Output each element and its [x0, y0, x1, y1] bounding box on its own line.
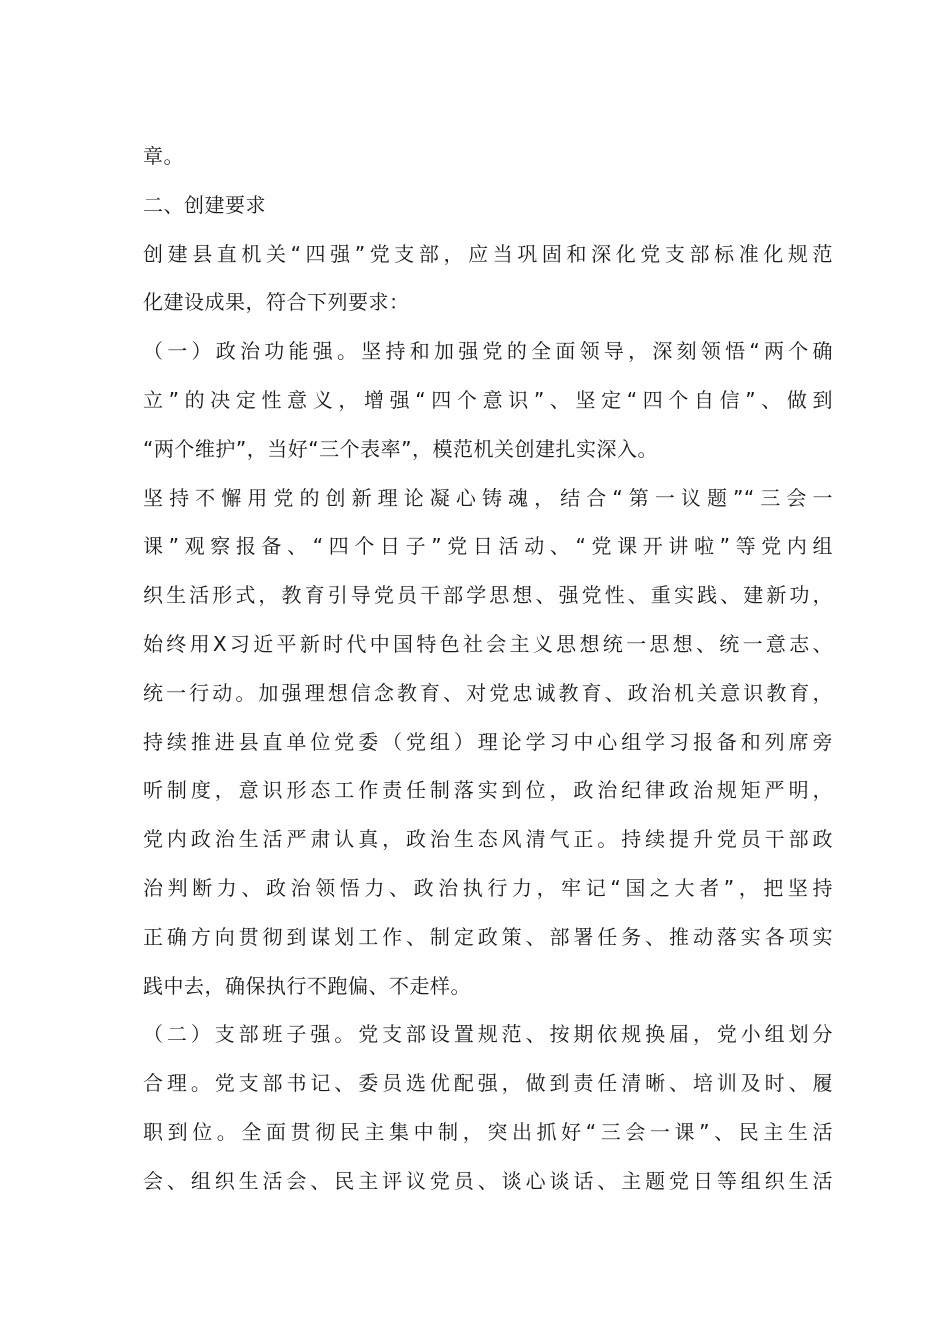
text-line: 合理。党支部书记、委员选优配强，做到责任清晰、培训及时、履	[143, 1071, 833, 1096]
text-line: 持续推进县直单位党委（党组）理论学习中心组学习报备和列席旁	[143, 729, 833, 754]
text-line: 统一行动。加强理想信念教育、对党忠诚教育、政治机关意识教育，	[143, 680, 833, 705]
text-line: 践中去，确保执行不跑偏、不走样。	[143, 973, 471, 998]
text-line: （二）支部班子强。党支部设置规范、按期依规换届，党小组划分	[143, 1022, 833, 1047]
text-line: 立”的决定性意义，增强“四个意识”、坚定“四个自信”、做到	[143, 387, 833, 412]
text-line: 化建设成果，符合下列要求：	[143, 290, 410, 315]
text-line: 党内政治生活严肃认真，政治生态风清气正。持续提升党员干部政	[143, 827, 833, 852]
text-line: “两个维护”，当好“三个表率”，模范机关创建扎实深入。	[143, 436, 658, 461]
text-line: 正确方向贯彻到谋划工作、制定政策、部署任务、推动落实各项实	[143, 924, 833, 949]
text-line: 职到位。全面贯彻民主集中制，突出抓好“三会一课”、民主生活	[143, 1119, 833, 1144]
text-line: 课”观察报备、“四个日子”党日活动、“党课开讲啦”等党内组	[143, 534, 833, 559]
text-line: （一）政治功能强。坚持和加强党的全面领导，深刻领悟“两个确	[143, 339, 833, 364]
text-line: 治判断力、政治领悟力、政治执行力，牢记“国之大者”，把坚持	[143, 875, 833, 900]
text-line: 始终用X习近平新时代中国特色社会主义思想统一思想、统一意志、	[143, 631, 833, 656]
text-line: 创建县直机关“四强”党支部，应当巩固和深化党支部标准化规范	[143, 241, 833, 266]
text-line: 坚持不懈用党的创新理论凝心铸魂，结合“第一议题”“三会一	[143, 485, 833, 510]
section-heading: 二、创建要求	[143, 192, 266, 217]
text-line: 织生活形式，教育引导党员干部学思想、强党性、重实践、建新功，	[143, 583, 833, 608]
text-line: 章。	[143, 144, 184, 168]
text-line: 听制度，意识形态工作责任制落实到位，政治纪律政治规矩严明，	[143, 778, 833, 803]
text-line: 会、组织生活会、民主评议党员、谈心谈话、主题党日等组织生活	[143, 1168, 833, 1193]
document-body	[143, 132, 833, 1206]
